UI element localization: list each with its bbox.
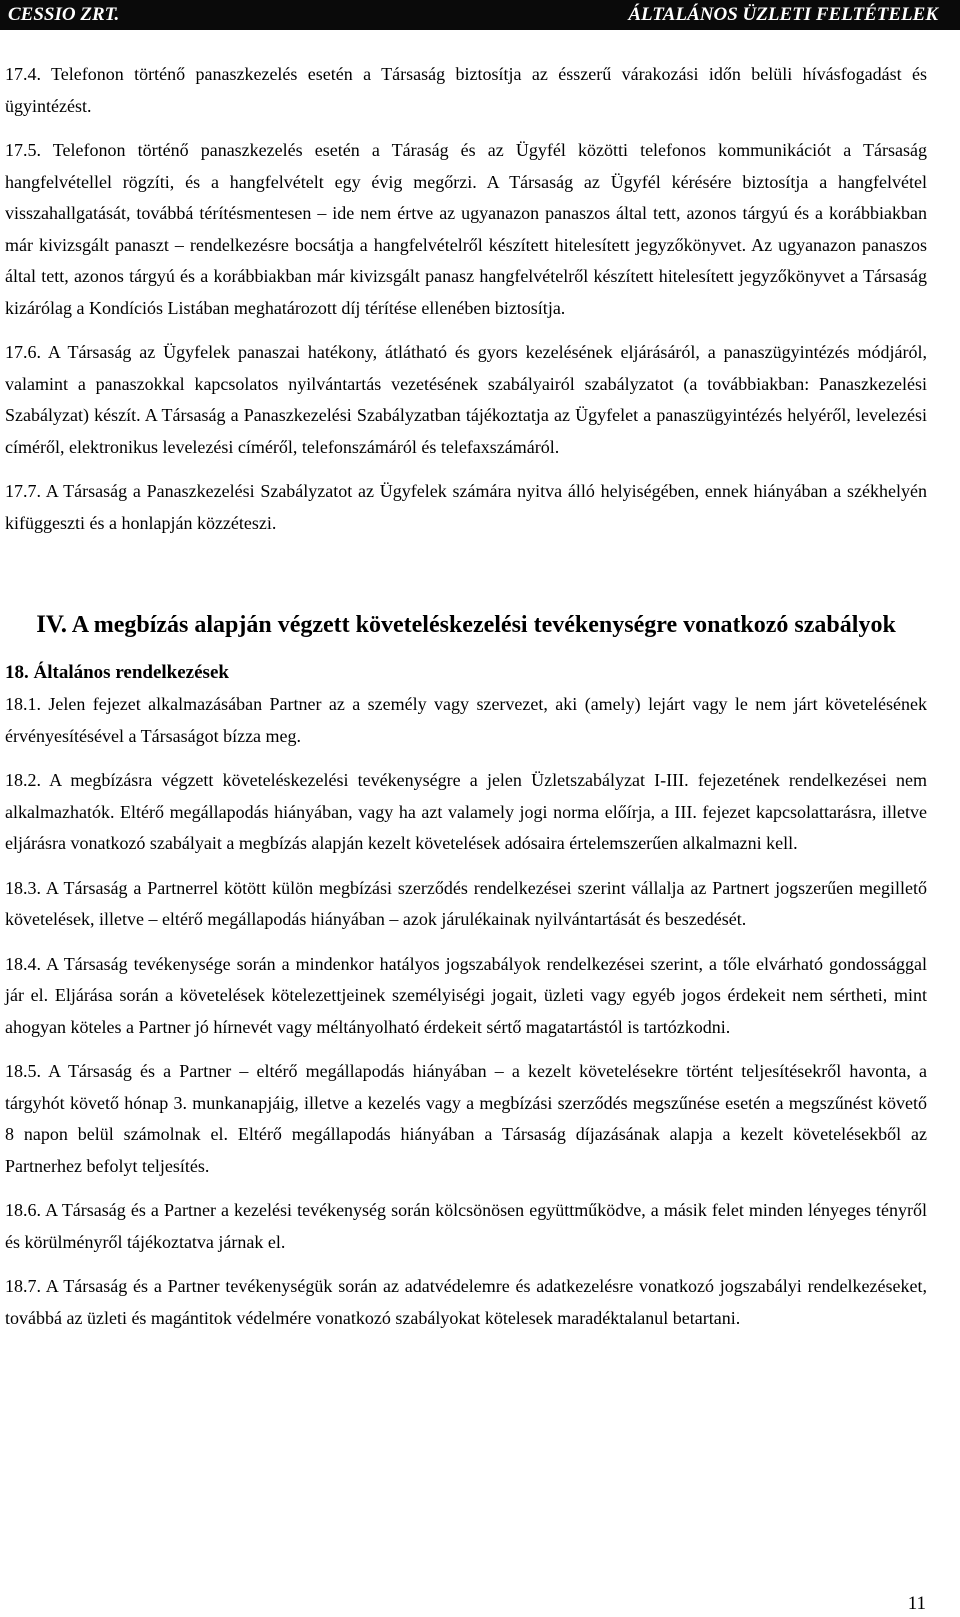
chapter-heading [5,606,927,644]
section-heading: 18. Általános rendelkezések [5,662,229,683]
paragraph-17-4: 17.4. Telefonon történő panaszkezelés esetén a Társaság biztosítja az ésszerű várakozási időn belüli hívásfogadást és ügyintézést. [5,64,927,116]
paragraph-18-7: 18.7. A Társaság és a Partner tevékenységük során az adatvédelemre és adatkezelésre vonatkozó jogszabályi rendelkezéseket, továbbá az üzleti és magántitok védelmére vonatkozó szabályokat kötelesek maradéktalanul betartani. [5,1276,927,1328]
paragraph-18-2: 18.2. A megbízásra végzett követeléskezelési tevékenységre a jelen Üzletszabályzat I-III. fejezetének rendelkezései nem alkalmazhatók. Eltérő megállapodás hiányában, vagy ha azt valamely jogi norma előírja, a III. fejezet kapcsolattarásra, illetve eljárásra vonatkozó szabályait a megbízás alapján kezelt követelések adósaira értelemszerűen alkalmazni kell. [5,770,927,853]
document-title: ÁLTALÁNOS ÜZLETI FELTÉTELEK [628,4,938,25]
paragraph-17-7: 17.7. A Társaság a Panaszkezelési Szabályzatot az Ügyfelek számára nyitva álló helyiségében, ennek hiányában a székhelyén kifüggeszti és a honlapján közzéteszi. [5,481,927,533]
page-number: 11 [907,1593,926,1614]
section-spacer [5,552,927,606]
paragraph-18-4: 18.4. A Társaság tevékenysége során a mindenkor hatályos jogszabályok rendelkezései szerint, a tőle elvárható gondossággal jár el. Eljárása során a követelések kötelezettjeinek személyiségi jogait, üzleti vagy egyéb jogos érdekeit nem sértheti, mint ahogyan köteles a Partner jó hírnevét vagy méltányolható érdekeit sértő magatartástól is tartózkodni. [5,953,927,1037]
chapter-title: A megbízás alapján végzett követeléskezelési tevékenységre vonatkozó szabályok [71,612,896,638]
paragraph-17-6: 17.6. A Társaság az Ügyfelek panaszai hatékony, átlátható és gyors kezelésének eljárásáról, a panaszügyintézés módjáról, valamint a panaszokkal kapcsolatos nyilvántartás vezetésének szabályairól szabályzatot (a továbbiakban: Panaszkezelési Szabályzat) készít. A Társaság a Panaszkezelési Szabályzatban tájékoztatja az Ügyfelet a panaszügyintézés helyéről, levelezési címéről, elektronikus levelezési címéről, telefonszámáról és telefaxszámáról. [5,342,927,457]
paragraph-17-5: 17.5. Telefonon történő panaszkezelés esetén a Táraság és az Ügyfél közötti telefonos kommunikációt a Társaság hangfelvétellel rögzíti, és a hangfelvételt egy évig megőrzi. A Társaság az Ügyfél kérésére biztosítja a hangfelvétel visszahallgatását, továbbá térítésmentesen – ide nem értve az ugyanazon panaszos által tett, azonos tárgyú és a korábbiakban már kivizsgált panaszt – rendelkezésre bocsátja a hangfelvételről készített hitelesített jegyzőkönyvet. Az ugyanazon panaszos által tett, azonos tárgyú és a korábbiakban már kivizsgált panasz hangfelvételről készített hitelesített jegyzőkönyvet a Társaság kizárólag a Kondíciós Listában meghatározott díj térítése ellenében biztosítja. [5,140,927,318]
document-body [5,59,927,1347]
paragraph-18-3: 18.3. A Társaság a Partnerrel kötött külön megbízási szerződés rendelkezései szerint vállalja az Partnert jogszerűen megillető követelések, illetve – eltérő megállapodás hiányában – azok járulékainak nyilvántartását és beszedését. [5,877,927,929]
paragraph-18-1: 18.1. Jelen fejezet alkalmazásában Partner az a személy vagy szervezet, aki (amely) lejárt vagy le nem járt követelésének érvényesítésével a Társaságot bízza meg. [5,694,927,746]
chapter-number: IV. [36,611,67,638]
company-name: CESSIO ZRT. [8,4,120,25]
paragraph-18-5: 18.5. A Társaság és a Partner – eltérő megállapodás hiányában – a kezelt követelésekre történt teljesítésekről havonta, a tárgyhót követő hónap 3. munkanapjáig, illetve a kezelés vagy a megbízási szerződés megszűnése esetén a megszűnést követő 8 napon belül számolnak el. Eltérő megállapodás hiányában a Társaság díjazásának alapja a kezelt követelésekből az Partnerhez befolyt teljesítés. [5,1061,927,1176]
page-header [0,0,960,30]
paragraph-18-6: 18.6. A Társaság és a Partner a kezelési tevékenység során kölcsönösen együttműködve, a másik felet minden lényeges tényről és körülményről tájékoztatva járnak el. [5,1200,927,1252]
